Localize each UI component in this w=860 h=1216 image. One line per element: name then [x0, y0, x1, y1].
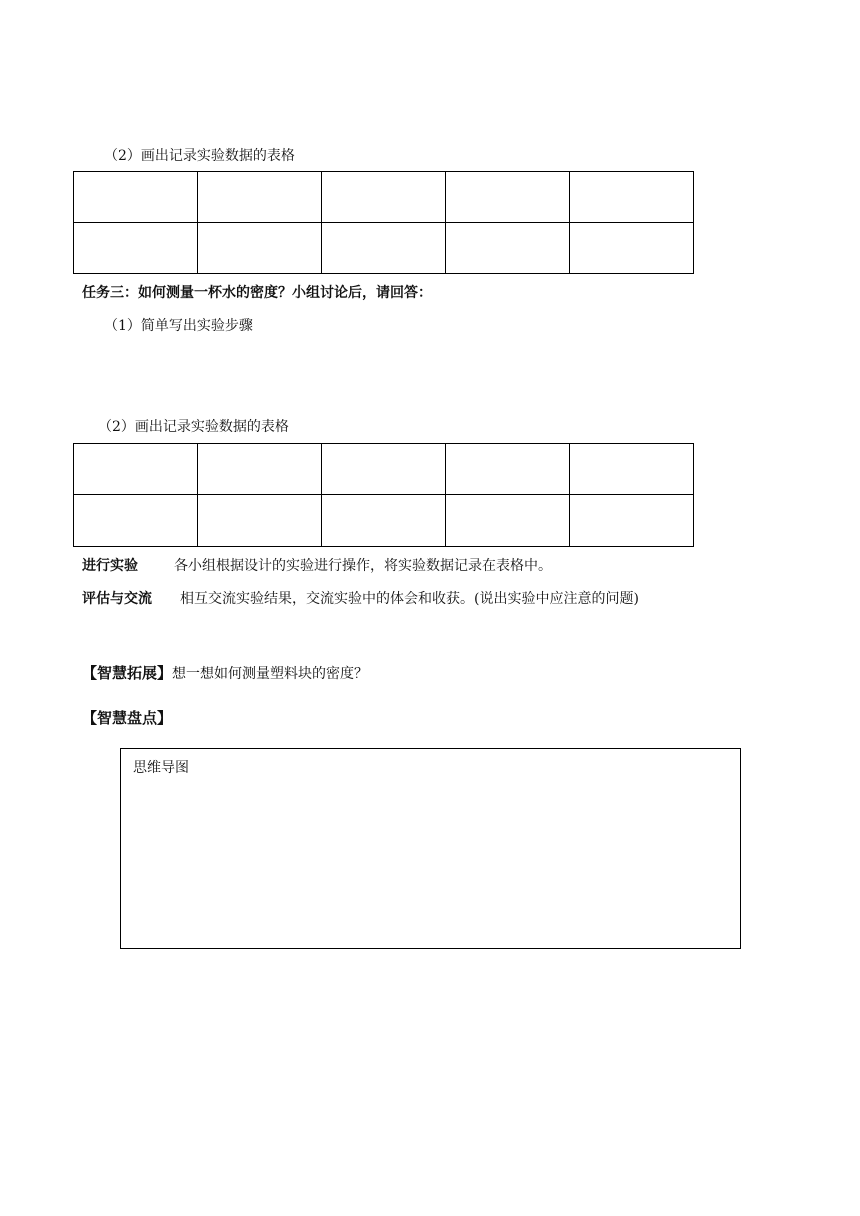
table-cell[interactable] [74, 495, 198, 547]
evaluate-text: 相互交流实验结果，交流实验中的体会和收获。(说出实验中应注意的问题) [180, 591, 639, 607]
table-cell[interactable] [74, 172, 198, 223]
table-cell[interactable] [446, 444, 570, 495]
table-cell[interactable] [446, 495, 570, 547]
table-cell[interactable] [198, 444, 322, 495]
task3-step1: （1）简单写出实验步骤 [104, 318, 253, 334]
data-table-1 [73, 171, 694, 274]
table-cell[interactable] [322, 172, 446, 223]
task3-title: 任务三：如何测量一杯水的密度？小组讨论后，请回答： [82, 285, 432, 301]
table-cell[interactable] [322, 495, 446, 547]
mind-map-box[interactable] [120, 748, 741, 949]
conduct-label: 进行实验 [82, 558, 138, 574]
table-cell[interactable] [198, 172, 322, 223]
table-cell[interactable] [74, 223, 198, 274]
table-cell[interactable] [570, 444, 694, 495]
conduct-line [82, 557, 552, 575]
mind-map-label: 思维导图 [133, 760, 189, 776]
table-caption-2: （2）画出记录实验数据的表格 [98, 419, 289, 435]
table-caption-1: （2）画出记录实验数据的表格 [104, 148, 295, 164]
evaluate-line [82, 590, 639, 608]
table-cell[interactable] [446, 172, 570, 223]
wisdom-expand-line [82, 663, 368, 684]
conduct-text: 各小组根据设计的实验进行操作，将实验数据记录在表格中。 [174, 558, 552, 574]
table-cell[interactable] [570, 223, 694, 274]
table-cell[interactable] [198, 223, 322, 274]
wisdom-expand-text: 想一想如何测量塑料块的密度？ [172, 666, 369, 682]
evaluate-label: 评估与交流 [82, 591, 152, 607]
table-cell[interactable] [570, 495, 694, 547]
table-cell[interactable] [198, 495, 322, 547]
table-cell[interactable] [74, 444, 198, 495]
wisdom-expand-label: 【智慧拓展】 [82, 664, 173, 682]
table-cell[interactable] [322, 444, 446, 495]
table-cell[interactable] [446, 223, 570, 274]
wisdom-review-label: 【智慧盘点】 [82, 709, 173, 727]
table-cell[interactable] [322, 223, 446, 274]
table-cell[interactable] [570, 172, 694, 223]
data-table-2 [73, 443, 694, 547]
